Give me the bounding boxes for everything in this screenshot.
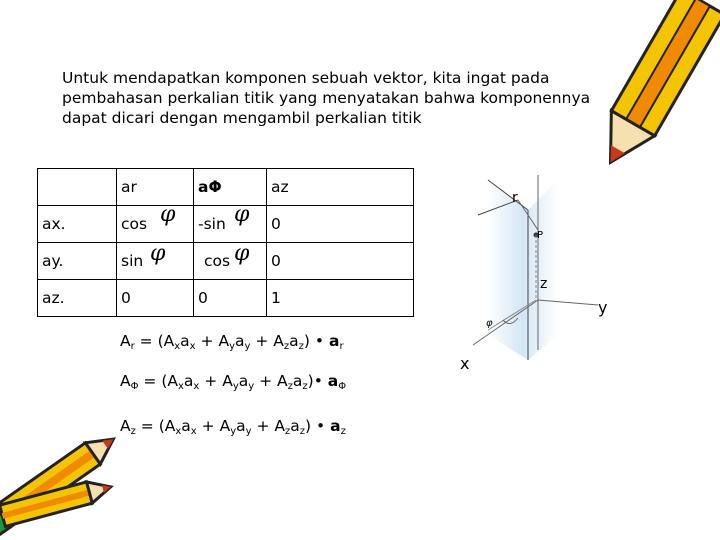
cell-text: sin (121, 252, 144, 270)
eq-lhs: A (120, 372, 131, 390)
eq-sub: x (174, 341, 181, 352)
table-cell (267, 206, 414, 243)
eq-plus: + A (255, 332, 284, 350)
phi-symbol: φ (160, 202, 176, 227)
phi-symbol: φ (234, 241, 250, 266)
equation-aphi (120, 372, 346, 392)
eq-unit: a (328, 332, 340, 350)
table-cell (267, 243, 414, 280)
intro-line-3: dapat dicari dengan mengambil perkalian titik (62, 109, 422, 127)
eq-a: a (290, 417, 300, 435)
eq-a: a (180, 332, 190, 350)
intro-paragraph (62, 68, 622, 128)
eq-unit-sub: Φ (338, 381, 347, 392)
eq-a: a (238, 372, 249, 390)
eq-sub: z (299, 426, 305, 437)
eq-plus: + A (200, 332, 230, 350)
table-header-cell (194, 169, 267, 206)
table-header-cell: ar (117, 169, 194, 206)
eq-open: = (A (143, 372, 178, 390)
eq-sub: x (189, 341, 196, 352)
fig-label-x: x (460, 354, 470, 373)
fig-label-y: y (598, 298, 608, 317)
phi-symbol: φ (150, 241, 166, 266)
row-label: ay. (38, 243, 117, 280)
table-cell (267, 280, 414, 317)
eq-plus: + A (259, 372, 288, 390)
eq-close: ) (303, 332, 310, 350)
header-aphi: aΦ (198, 178, 222, 196)
eq-lhs: A (120, 332, 131, 350)
cell-text: 1 (271, 289, 281, 307)
cell-text: 0 (198, 289, 208, 307)
eq-sub: x (193, 381, 200, 392)
eq-close: ) (305, 417, 312, 435)
eq-a: a (183, 372, 194, 390)
eq-sub: z (302, 381, 308, 392)
table-row (38, 280, 414, 317)
row-label: ax. (38, 206, 117, 243)
eq-unit-sub: r (339, 341, 344, 352)
eq-plus: + A (256, 417, 285, 435)
eq-sub: y (232, 381, 239, 392)
eq-a: a (181, 417, 191, 435)
eq-lhs-sub: Φ (130, 381, 139, 392)
table-row (38, 243, 414, 280)
eq-sub: y (244, 341, 251, 352)
table-header-row (38, 169, 414, 206)
eq-sub: y (248, 381, 255, 392)
equation-ar (120, 332, 344, 352)
dot-product-table (37, 168, 414, 317)
eq-unit-sub: z (340, 426, 346, 437)
eq-a: a (289, 332, 299, 350)
eq-sub: z (298, 341, 304, 352)
eq-sub: z (285, 426, 291, 437)
eq-unit: a (330, 417, 341, 435)
eq-a: a (234, 332, 245, 350)
cell-text: cos (204, 252, 231, 270)
eq-sub: z (283, 341, 290, 352)
table-cell (194, 280, 267, 317)
eq-plus: + A (201, 417, 231, 435)
pencil-icon (598, 0, 720, 170)
eq-a: a (292, 372, 303, 390)
eq-sub: y (245, 426, 252, 437)
cell-text: cos (121, 215, 148, 233)
eq-sub: z (287, 381, 293, 392)
fig-label-r: r (512, 190, 518, 206)
eq-sub: x (178, 381, 184, 392)
cell-text: 0 (271, 215, 281, 233)
table-cell (117, 280, 194, 317)
intro-line-2: pembahasan perkalian titik yang menyatakan bahwa komponennya (62, 89, 591, 107)
eq-open: = (A (140, 417, 176, 435)
intro-line-1: Untuk mendapatkan komponen sebuah vektor, kita ingat pada (62, 69, 550, 87)
eq-close: ) (307, 372, 314, 390)
cylindrical-coordinates-figure (448, 170, 618, 370)
equation-az (120, 417, 346, 437)
eq-lhs-sub: r (130, 341, 135, 352)
cell-text: 0 (271, 252, 281, 270)
table-row (38, 206, 414, 243)
cell-text: 0 (121, 289, 131, 307)
table-cell (194, 243, 267, 280)
table-header-cell: az (267, 169, 414, 206)
eq-lhs: A (120, 417, 131, 435)
fig-label-z: z (540, 276, 548, 292)
eq-plus: + A (204, 372, 233, 390)
phi-symbol: φ (234, 202, 250, 227)
eq-sub: y (230, 426, 237, 437)
eq-dot: • (316, 417, 326, 435)
eq-sub: x (190, 426, 197, 437)
eq-dot: • (313, 372, 323, 390)
cell-text: -sin (198, 215, 226, 233)
eq-sub: y (229, 341, 235, 352)
fig-label-phi: φ (486, 318, 493, 329)
table-cell (117, 206, 194, 243)
eq-open: = (A (139, 332, 175, 350)
row-label: az. (38, 280, 117, 317)
eq-unit: a (327, 372, 339, 390)
eq-lhs-sub: z (130, 426, 136, 437)
eq-a: a (236, 417, 246, 435)
eq-dot: • (314, 332, 325, 350)
table-header-cell (38, 169, 117, 206)
table-cell (194, 206, 267, 243)
eq-sub: x (175, 426, 182, 437)
fig-label-p: P (537, 230, 544, 241)
pencils-icon (0, 430, 130, 540)
